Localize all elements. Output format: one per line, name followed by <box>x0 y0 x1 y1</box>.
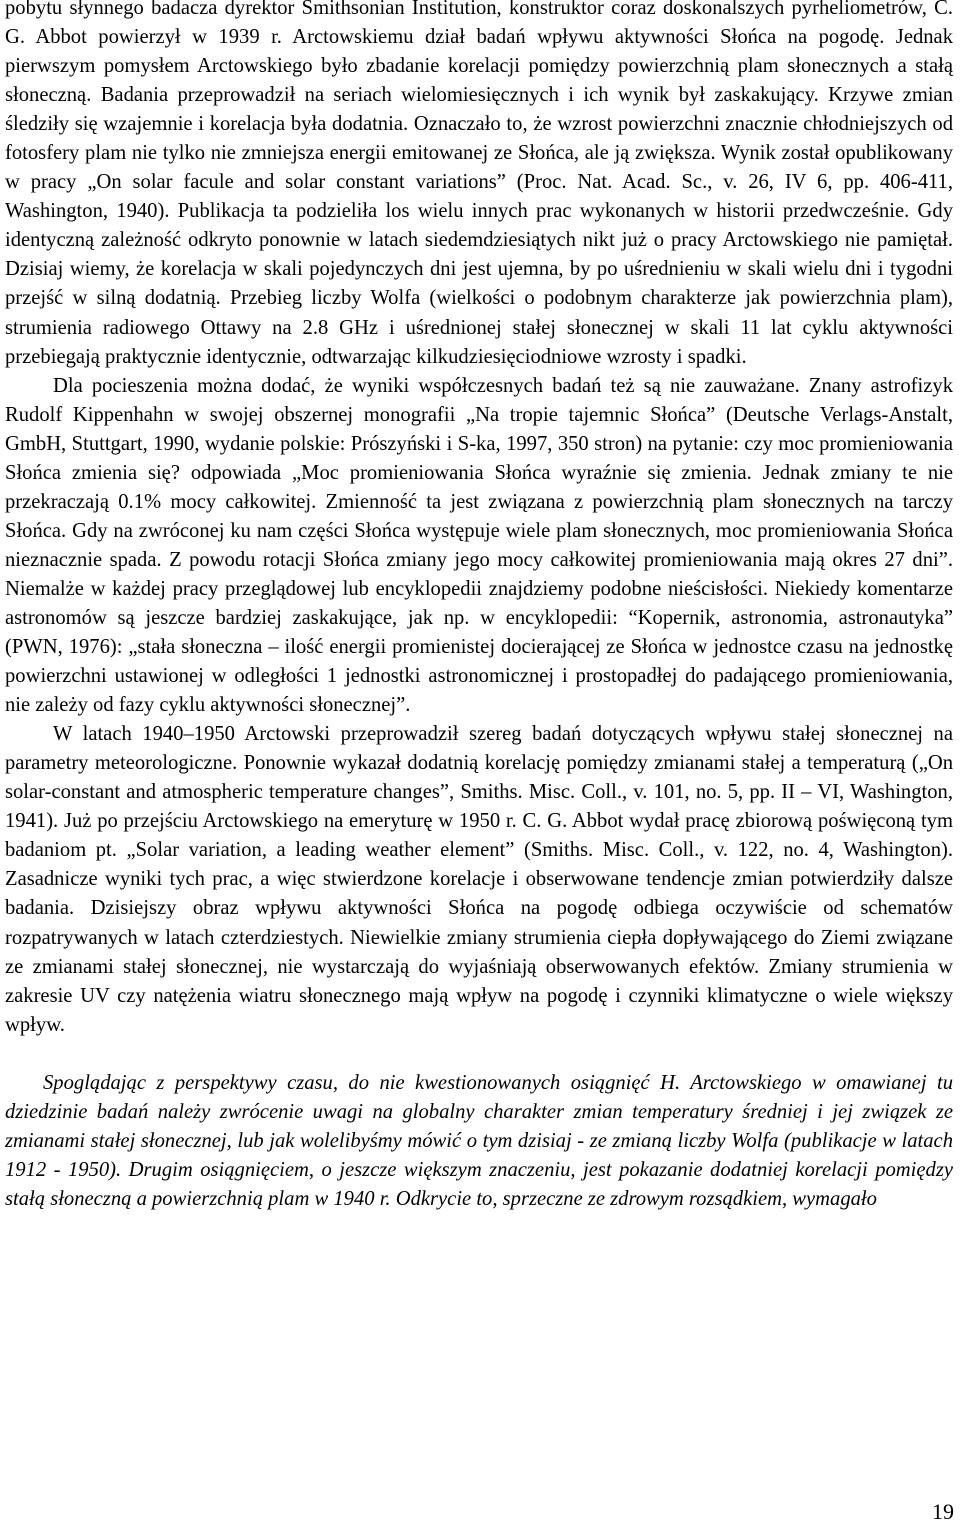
paragraph-kippenhahn: Dla pocieszenia można dodać, że wyniki współczesnych badań też są nie zauważane. Znany astrofizyk Rudolf Kippenhahn w swojej obszernej monografii „Na tropie tajemnic Słońca” (Deutsche Verlags-Anstalt, GmbH, Stuttgart, 1990, wydanie polskie: Prószyński i S-ka, 1997, 350 stron) na pytanie: czy moc promieniowania Słońca zmienia się? odpowiada „Moc promieniowania Słońca wyraźnie się zmienia. Jednak zmiany te nie przekraczają 0.1% mocy całkowitej. Zmienność ta jest związana z powierzchnią plam słonecznych na tarczy Słońca. Gdy na zwróconej ku nam części Słońca występuje wiele plam słonecznych, moc promieniowania Słońca nieznacznie spada. Z powodu rotacji Słońca zmiany jego mocy całkowitej promieniowania mają okres 27 dni”. Niemalże w każdej pracy przeglądowej lub encyklopedii znajdziemy podobne nieścisłości. Niekiedy komentarze astronomów są jeszcze bardziej zaskakujące, jak np. w encyklopedii: “Kopernik, astronomia, astronautyka” (PWN, 1976): „stała słoneczna – ilość energii promienistej docierającej ze Słońca w jednostce czasu na jednostkę powierzchni ustawionej w odległości 1 jednostki astronomicznej i prostopadłej do padającego promieniowania, nie zależy od fazy cyklu aktywności słonecznej”. <box>5 374 953 717</box>
body-text <box>5 0 953 1214</box>
page-number: 19 <box>932 1499 954 1524</box>
paragraph-meteorology-research: W latach 1940–1950 Arctowski przeprowadził szereg badań dotyczących wpływu stałej słonecznej na parametry meteorologiczne. Ponownie wykazał dodatnią korelację pomiędzy zmianami stałej a temperaturą („On solar-constant and atmospheric temperature changes”, Smiths. Misc. Coll., v. 101, no. 5, pp. II – VI, Washington, 1941). Już po przejściu Arctowskiego na emeryturę w 1950 r. C. G. Abbot wydał pracę zbiorową poświęconą tym badaniom pt. „Solar variation, a leading weather element” (Smiths. Misc. Coll., v. 122, no. 4, Washington). Zasadnicze wyniki tych prac, a więc stwierdzone korelacje i obserwowane tendencje zmian potwierdziły dalsze badania. Dzisiejszy obraz wpływu aktywności Słońca na pogodę odbiega oczywiście od schematów rozpatrywanych w latach czterdziestych. Niewielkie zmiany strumienia ciepła dopływającego do Ziemi związane ze zmianami stałej słonecznej, nie wystarczają do wyjaśniają obserwowanych efektów. Zmiany strumienia w zakresie UV czy natężenia wiatru słonecznego mają wpływ na pogodę i czynniki klimatyczne o wiele większy wpływ. <box>5 723 953 1036</box>
paragraph-summary-italic: Spoglądając z perspektywy czasu, do nie kwestionowanych osiągnięć H. Arctowskiego w omawianej tu dziedzinie badań należy zwrócenie uwagi na globalny charakter zmian temperatury średniej i jej związek ze zmianami stałej słonecznej, lub jak wolelibyśmy mówić o tym dzisiaj - ze zmianą liczby Wolfa (publikacje w latach 1912 - 1950). Drugim osiągnięciem, o jeszcze większym znaczeniu, jest pokazanie dodatniej korelacji pomiędzy stałą słoneczną a powierzchnią plam w 1940 r. Odkrycie to, sprzeczne ze zdrowym rozsądkiem, wymagało <box>5 1071 953 1210</box>
paragraph-arctowski-solar-constant: pobytu słynnego badacza dyrektor Smithsonian Institution, konstruktor coraz doskonalszych pyrheliometrów, C. G. Abbot powierzył w 1939 r. Arctowskiemu dział badań wpływu aktywności Słońca na pogodę. Jednak pierwszym pomysłem Arctowskiego było zbadanie korelacji pomiędzy powierzchnią plam słonecznych a stałą słoneczną. Badania przeprowadził na seriach wielomiesięcznych i ich wynik był zaskakujący. Krzywe zmian śledziły się wzajemnie i korelacja była dodatnia. Oznaczało to, że wzrost powierzchni znacznie chłodniejszych od fotosfery plam nie tylko nie zmniejsza energii emitowanej ze Słońca, ale ją zwiększa. Wynik został opublikowany w pracy „On solar facule and solar constant variations” (Proc. Nat. Acad. Sc., v. 26, IV 6, pp. 406-411, Washington, 1940). Publikacja ta podzieliła los wielu innych prac wykonanych w historii przedwcześnie. Gdy identyczną zależność odkryto ponownie w latach siedemdziesiątych nikt już o pracy Arctowskiego nie pamiętał. Dzisiaj wiemy, że korelacja w skali pojedynczych dni jest ujemna, by po uśrednieniu w skali wielu dni i tygodni przejść w silną dodatnią. Przebieg liczby Wolfa (wielkości o podobnym charakterze jak powierzchnia plam), strumienia radiowego Ottawy na 2.8 GHz i uśrednionej stałej słonecznej w skali 11 lat cyklu aktywności przebiegają praktycznie identycznie, odtwarzając kilkudziesięciodniowe wzrosty i spadki. <box>5 0 953 368</box>
